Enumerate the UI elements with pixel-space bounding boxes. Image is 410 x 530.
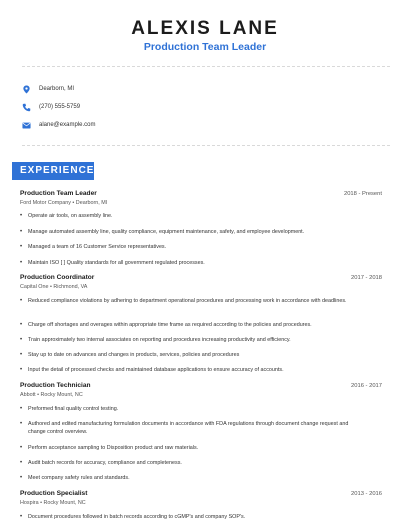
candidate-role: Production Team Leader	[143, 41, 267, 53]
job-organization: Hospira • Rocky Mount, NC	[20, 500, 86, 506]
list-item: • Document procedures followed in batch records according to cGMP's and company SOP's.	[20, 514, 246, 520]
list-item: • Preformed final quality control testing.	[20, 406, 119, 412]
list-item: • Maintain ISO [ ] Quality standards for all government regulated processes.	[20, 260, 205, 266]
contact-email	[22, 119, 95, 131]
job-title: Production Specialist	[20, 490, 88, 497]
contact-email-text: alane@example.com	[39, 122, 96, 128]
list-item: • Stay up to date on advances and changes in products, services, policies and procedures	[20, 352, 240, 358]
contact-phone	[22, 101, 80, 113]
list-item: • Reduced compliance violations by adhering to department operational procedures and processing work in accordance with deadlines.	[20, 298, 347, 304]
job-title: Production Technician	[20, 382, 91, 389]
job-title: Production Team Leader	[20, 190, 97, 197]
list-item: • Meet company safety rules and standards.	[20, 475, 130, 481]
job-dates: 2016 - 2017	[351, 383, 382, 389]
experience-section-heading: EXPERIENCE	[12, 162, 94, 180]
list-item: • Input the detail of processed checks and maintained database applications to ensure accuracy of accounts.	[20, 367, 284, 373]
job-title: Production Coordinator	[20, 274, 95, 281]
email-icon	[22, 121, 31, 130]
phone-icon	[22, 103, 31, 112]
candidate-name: ALEXIS LANE	[131, 18, 279, 39]
job-organization: Ford Motor Company • Dearborn, MI	[20, 200, 108, 206]
list-item: • Audit batch records for accuracy, compliance and completeness.	[20, 460, 182, 466]
location-icon	[22, 85, 31, 94]
job-dates: 2017 - 2018	[351, 275, 382, 281]
contact-location	[22, 83, 74, 95]
job-organization: Abbott • Rocky Mount, NC	[20, 392, 83, 398]
job-dates: 2013 - 2016	[351, 491, 382, 497]
list-item: • Managed a team of 16 Customer Service representatives.	[20, 244, 167, 250]
list-item: • Charge off shortages and overages within appropriate time frame as required according to the policies and procedures.	[20, 322, 312, 328]
list-item: • Perform acceptance sampling to Disposition product and raw materials.	[20, 445, 199, 451]
list-item: • Train approximately two internal associates on reporting and procedures increasing productivity and efficiency.	[20, 337, 291, 343]
job-organization: Capital One • Richmond, VA	[20, 284, 88, 290]
list-item: • Manage automated assembly line, quality compliance, equipment maintenance, safety, and employee development.	[20, 229, 305, 235]
list-item: • Authored and edited manufacturing formulation documents in accordance with FDA regulations through document change request and change control overview.	[20, 421, 349, 435]
header-divider	[22, 66, 390, 67]
list-item: • Operate air tools, on assembly line.	[20, 213, 113, 219]
contact-location-text: Dearborn, MI	[39, 86, 75, 92]
contact-phone-text: (270) 555-5759	[39, 104, 81, 110]
job-dates: 2018 - Present	[343, 191, 382, 197]
contact-divider	[22, 145, 390, 146]
